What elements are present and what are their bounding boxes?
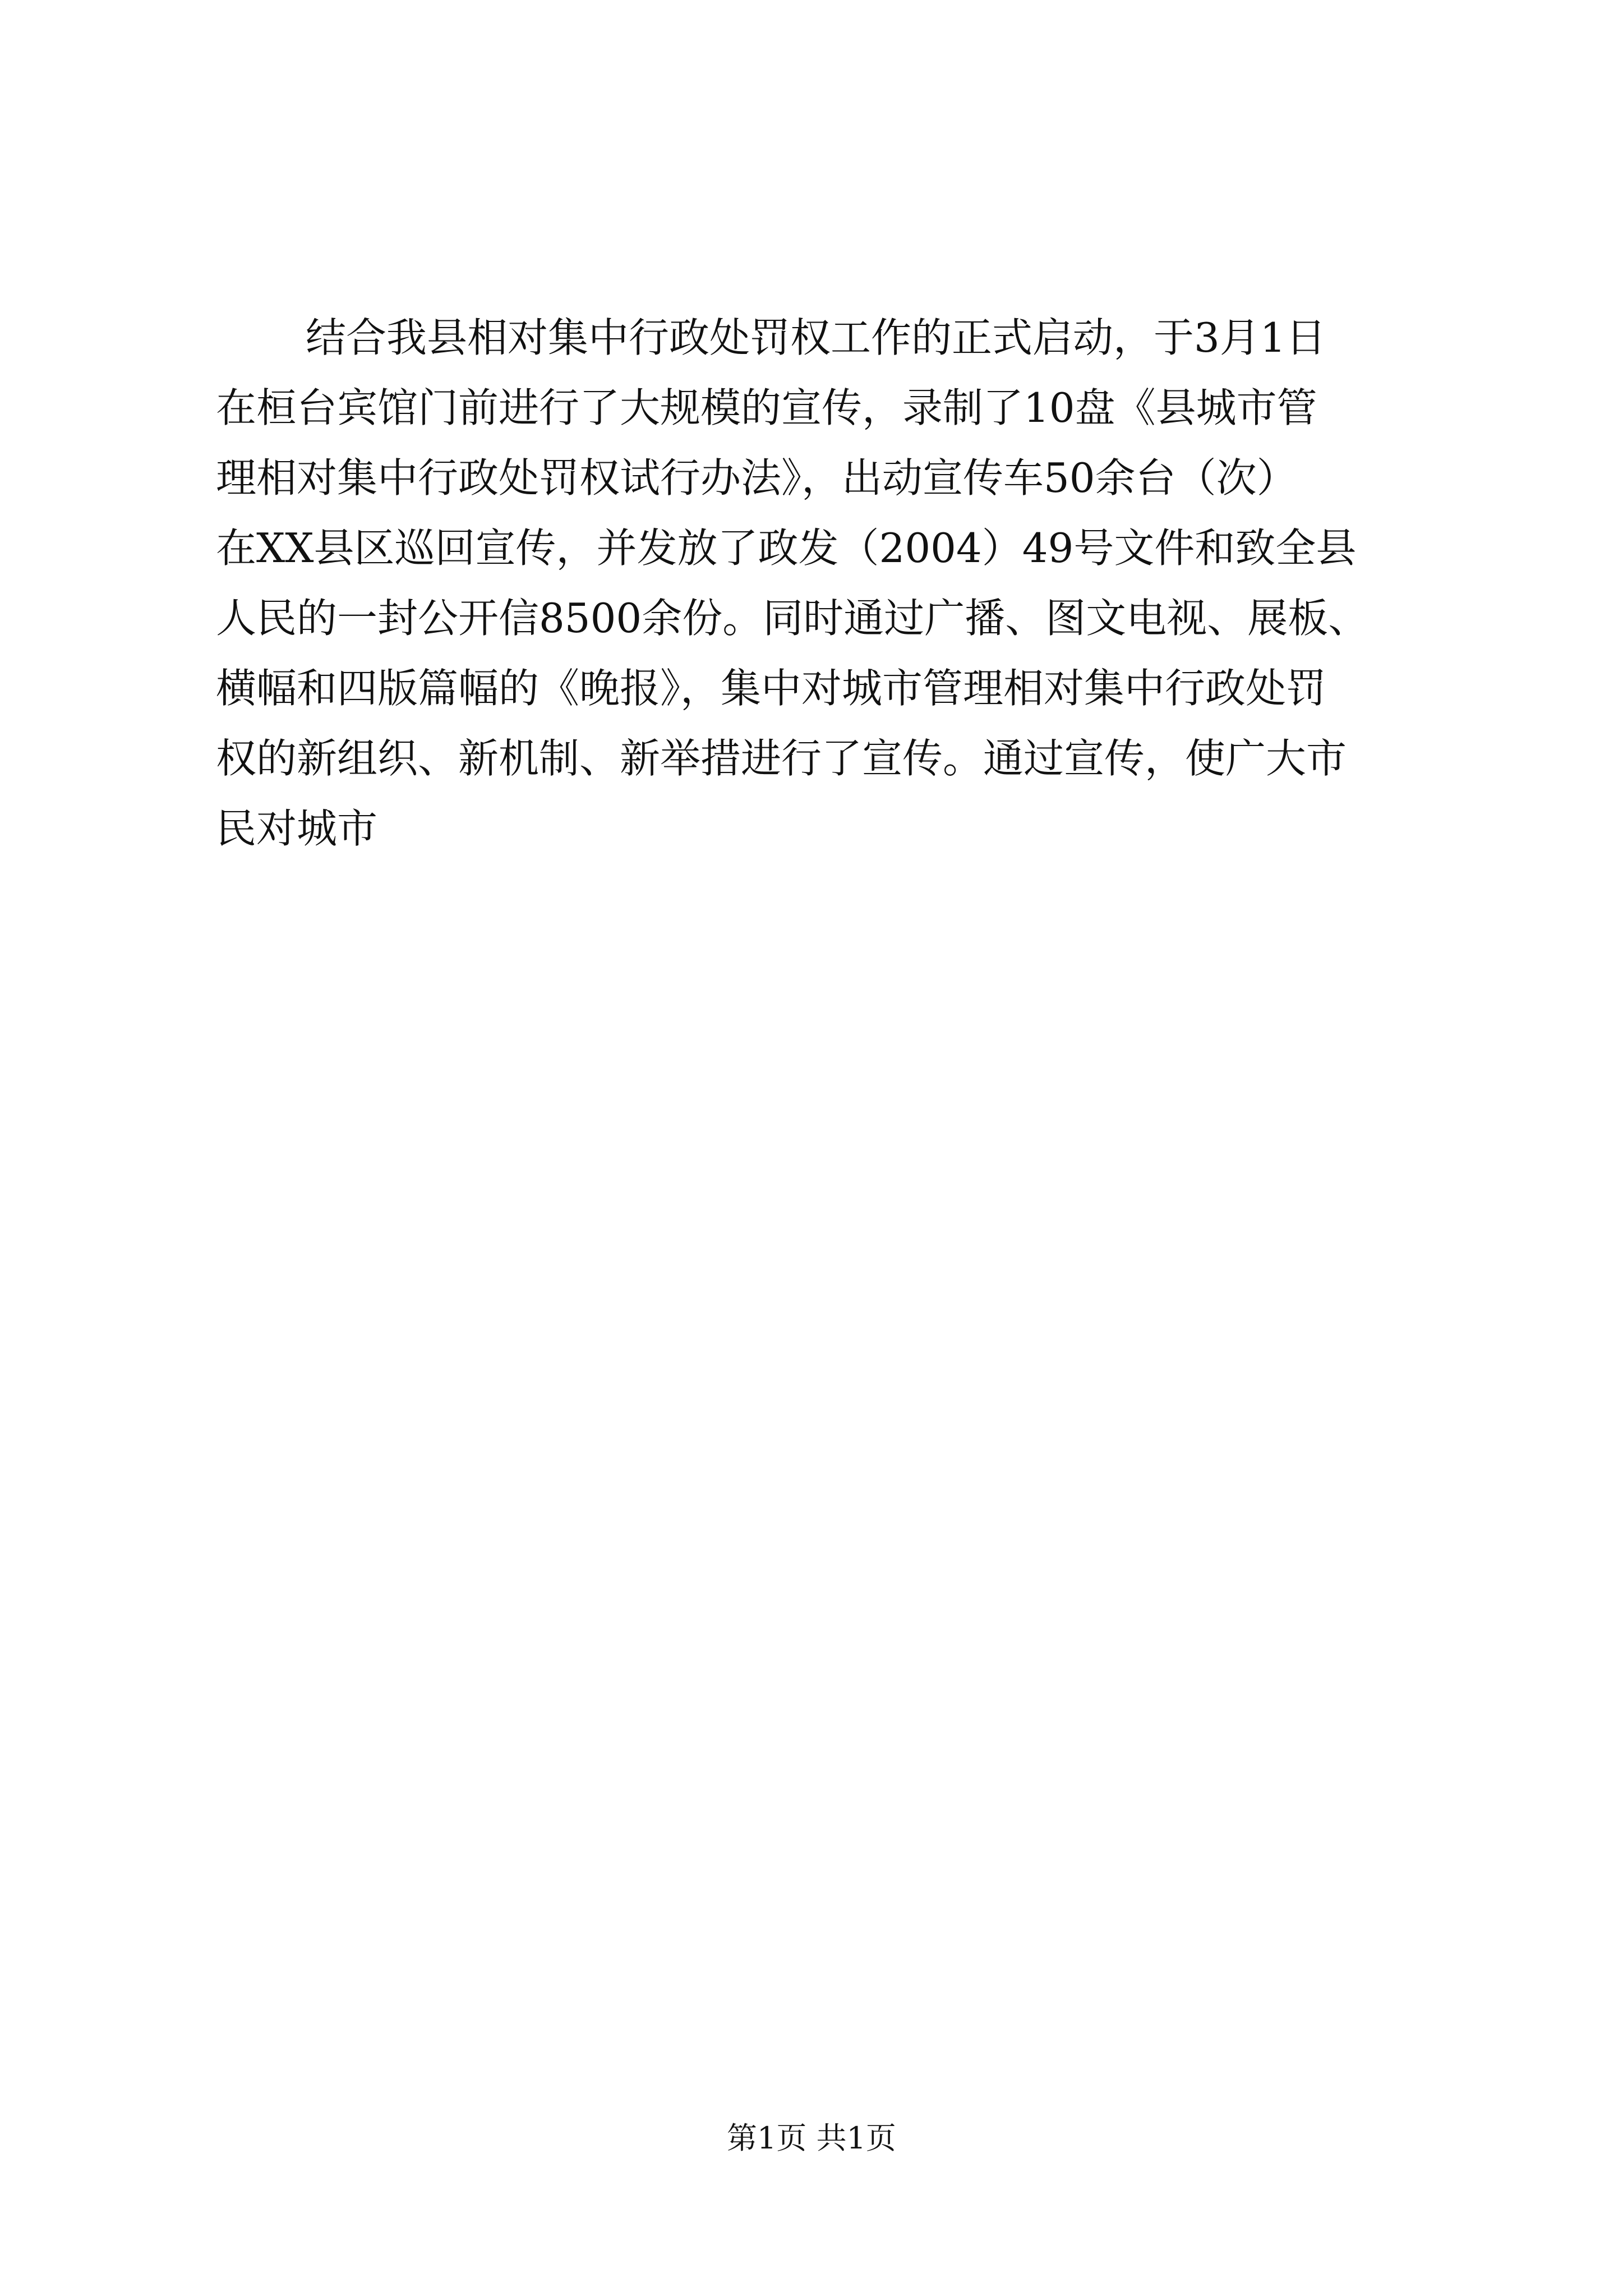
paragraph-line: 理相对集中行政处罚权试行办法》，出动宣传车50余台（次）	[216, 454, 1297, 501]
page-number-footer: 第1页 共1页	[727, 2120, 896, 2156]
paragraph-line: 人民的一封公开信8500余份。同时通过广播、图文电视、展板、	[216, 595, 1369, 642]
paragraph-line: 在桓台宾馆门前进行了大规模的宣传，录制了10盘《县城市管	[216, 384, 1317, 431]
paragraph-line: 在XX县区巡回宣传，并发放了政发（2004）49号文件和致全县	[216, 524, 1357, 572]
body-paragraph	[216, 303, 1438, 864]
paragraph-line: 权的新组织、新机制、新举措进行了宣传。通过宣传，使广大市	[216, 735, 1347, 782]
paragraph-line: 横幅和四版篇幅的《晚报》，集中对城市管理相对集中行政处罚	[216, 665, 1327, 712]
paragraph-line: 民对城市	[216, 805, 378, 852]
paragraph-line: 结合我县相对集中行政处罚权工作的正式启动，于3月1日	[306, 314, 1326, 361]
